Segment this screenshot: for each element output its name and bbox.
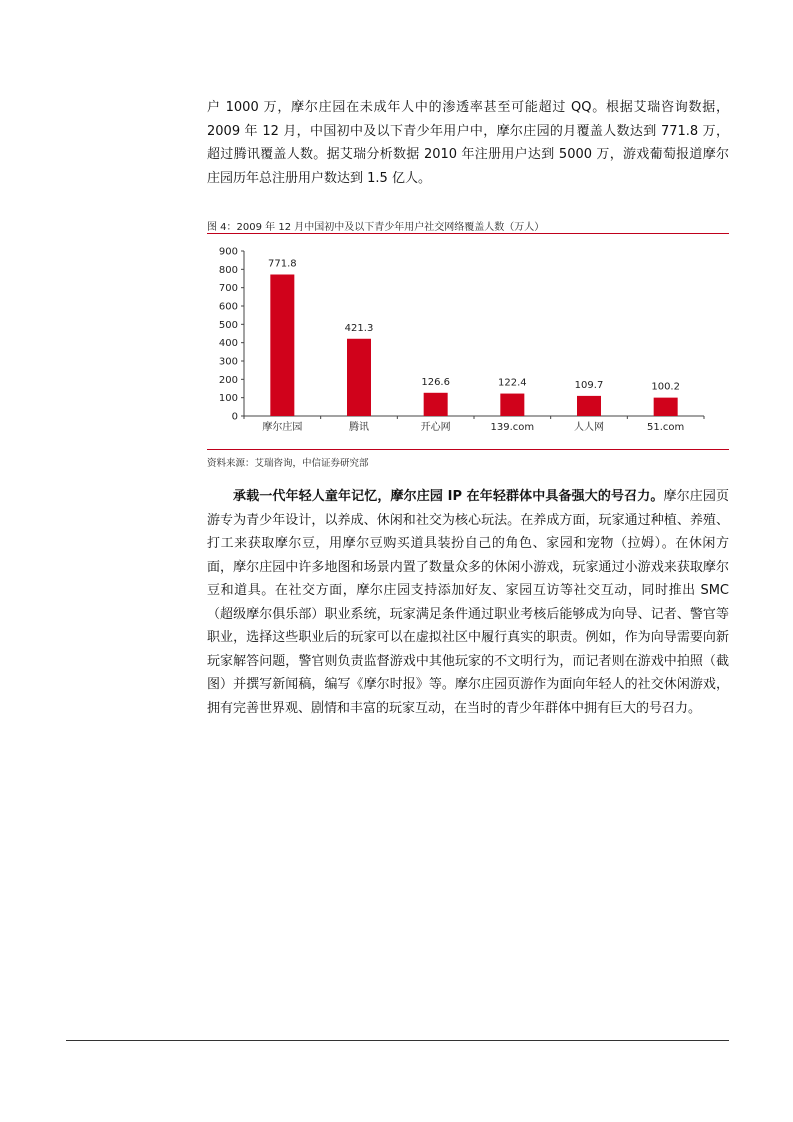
footer-rule	[66, 1040, 729, 1041]
data-label: 126.6	[421, 376, 450, 388]
bar	[577, 396, 601, 416]
body-paragraph-1	[207, 96, 729, 190]
paragraph-2-text	[207, 485, 729, 720]
figure-source: 资料来源：艾瑞咨询，中信证券研究部	[207, 458, 369, 469]
paragraph-2-body: 摩尔庄园页游专为青少年设计，以养成、休闲和社交为核心玩法。在养成方面，玩家通过种植、养殖、打工来获取摩尔豆，用摩尔豆购买道具装扮自己的角色、家园和宠物（拉姆）。在休闲方面，摩尔庄园中许多地图和场景内置了数量众多的休闲小游戏，玩家通过小游戏来获取摩尔豆和道具。在社交方面，摩尔庄园支持添加好友、家园互访等社交互动，同时推出 SMC（超级摩尔俱乐部）职业系统，玩家满足条件通过职业考核后能够成为向导、记者、警官等职业，选择这些职业后的玩家可以在虚拟社区中履行真实的职责。例如，作为向导需要向新玩家解答问题，警官则负责监督游戏中其他玩家的不文明行为，而记者则在游戏中拍照（截图）并撰写新闻稿，编写《摩尔时报》等。摩尔庄园页游作为面向年轻人的社交休闲游戏，拥有完善世界观、剧情和丰富的玩家互动，在当时的青少年群体中拥有巨大的号召力。	[207, 489, 729, 716]
chart-labels	[262, 259, 684, 433]
bar	[654, 398, 678, 416]
x-tick-label: 摩尔庄园	[262, 422, 303, 433]
y-tick-label: 600	[218, 301, 238, 313]
y-tick-label: 100	[218, 393, 238, 405]
x-tick-label: 腾讯	[349, 422, 369, 433]
x-tick-label: 139.com	[490, 422, 535, 433]
data-label: 771.8	[268, 258, 297, 270]
x-tick-label: 人人网	[574, 422, 604, 433]
data-label: 109.7	[574, 379, 604, 391]
paragraph-2-lead: 承载一代年轻人童年记忆，摩尔庄园 IP 在年轻群体中具备强大的号召力。	[233, 489, 664, 504]
y-tick-label: 300	[218, 356, 238, 368]
y-tick-label: 900	[218, 246, 238, 258]
bar	[347, 339, 371, 416]
y-tick-label: 800	[218, 264, 238, 276]
figure-title: 图 4：2009 年 12 月中国初中及以下青少年用户社交网络覆盖人数（万人）	[207, 222, 545, 233]
x-tick-label: 51.com	[647, 422, 685, 433]
y-tick-label: 500	[218, 319, 238, 331]
data-label: 122.4	[498, 377, 527, 389]
bar-chart	[207, 236, 729, 436]
bar	[424, 393, 448, 416]
y-tick-label: 0	[231, 411, 238, 423]
bar	[500, 394, 524, 416]
chart-bars	[270, 275, 677, 416]
figure-bottom-rule	[207, 449, 729, 450]
paragraph-1-text: 户 1000 万，摩尔庄园在未成年人中的渗透率甚至可能超过 QQ。根据艾瑞咨询数据，2009 年 12 月，中国初中及以下青少年用户中，摩尔庄园的月覆盖人数达到 771.8 万，超过腾讯覆盖人数。据艾瑞分析数据 2010 年注册用户达到 5000 万，游戏葡萄报道摩尔庄园历年总注册用户数达到 1.5 亿人。	[207, 100, 729, 186]
data-label: 421.3	[344, 322, 374, 334]
bar	[270, 275, 294, 416]
data-label: 100.2	[651, 381, 680, 393]
figure-top-rule	[207, 233, 729, 234]
body-paragraph-2	[207, 485, 729, 720]
y-tick-label: 200	[218, 374, 238, 386]
y-tick-label: 400	[218, 338, 238, 350]
y-tick-label: 700	[218, 283, 238, 295]
x-tick-label: 开心网	[420, 422, 451, 433]
